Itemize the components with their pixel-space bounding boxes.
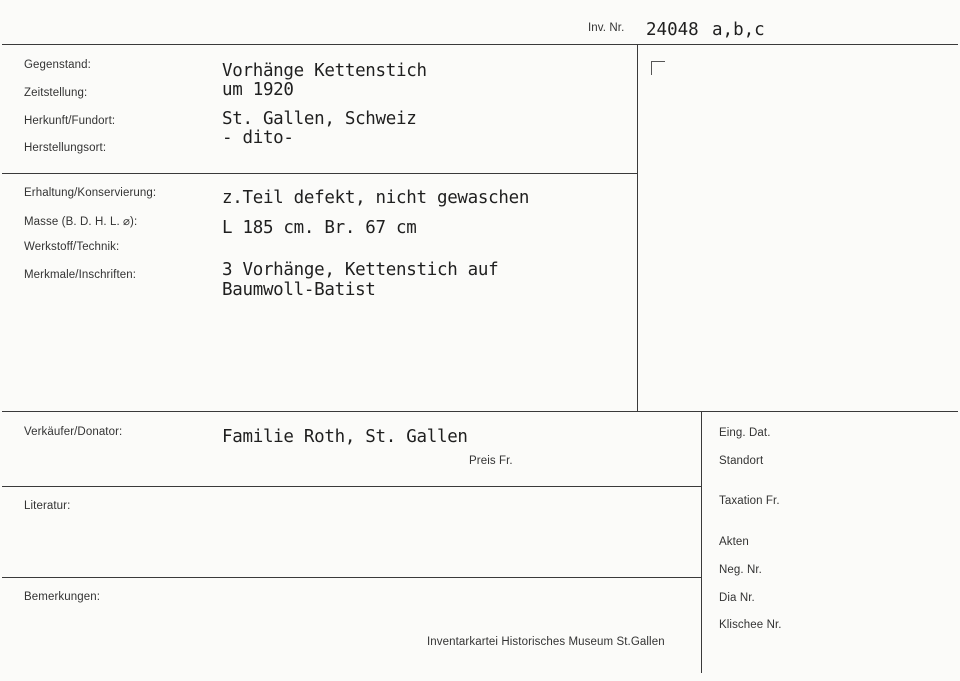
rule-literatur (2, 577, 701, 578)
rule-top (2, 44, 958, 45)
inv-suffix: a,b,c (712, 20, 765, 40)
value-zeitstellung: um 1920 (222, 80, 294, 100)
label-akten: Akten (719, 536, 749, 548)
label-zeitstellung: Zeitstellung: (24, 87, 88, 99)
label-gegenstand: Gegenstand: (24, 59, 91, 71)
value-merkmale-line1: 3 Vorhänge, Kettenstich auf (222, 260, 499, 280)
value-verkaeufer: Familie Roth, St. Gallen (222, 427, 468, 447)
rule-verkaeufer (2, 486, 701, 487)
label-neg-nr: Neg. Nr. (719, 564, 762, 576)
value-herkunft: St. Gallen, Schweiz (222, 109, 417, 129)
label-erhaltung: Erhaltung/Konservierung: (24, 187, 157, 199)
label-literatur: Literatur: (24, 500, 71, 512)
label-herstellungsort: Herstellungsort: (24, 142, 107, 154)
photo-corner-mark (651, 61, 665, 75)
label-taxation: Taxation Fr. (719, 495, 780, 507)
label-eing-dat: Eing. Dat. (719, 427, 771, 439)
label-standort: Standort (719, 455, 764, 467)
card-footer: Inventarkartei Historisches Museum St.Gallen (427, 636, 665, 648)
label-bemerkungen: Bemerkungen: (24, 591, 100, 603)
rule-section2 (2, 411, 958, 412)
label-preis: Preis Fr. (469, 455, 513, 467)
label-dia-nr: Dia Nr. (719, 592, 755, 604)
label-herkunft: Herkunft/Fundort: (24, 115, 116, 127)
rule-section1 (2, 173, 637, 174)
value-masse: L 185 cm. Br. 67 cm (222, 218, 417, 238)
value-herstellungsort: - dito- (222, 128, 294, 148)
label-masse: Masse (B. D. H. L. ⌀): (24, 216, 138, 228)
label-verkaeufer: Verkäufer/Donator: (24, 426, 123, 438)
rule-photo-divider (637, 44, 638, 412)
label-merkmale: Merkmale/Inschriften: (24, 269, 137, 281)
value-erhaltung: z.Teil defekt, nicht gewaschen (222, 188, 530, 208)
inv-number: 24048 (646, 20, 699, 40)
inv-nr-label: Inv. Nr. (588, 22, 625, 34)
value-gegenstand: Vorhänge Kettenstich (222, 61, 427, 81)
value-merkmale-line2: Baumwoll-Batist (222, 280, 376, 300)
rule-right-column (701, 411, 702, 673)
label-klischee-nr: Klischee Nr. (719, 619, 782, 631)
label-werkstoff: Werkstoff/Technik: (24, 241, 120, 253)
